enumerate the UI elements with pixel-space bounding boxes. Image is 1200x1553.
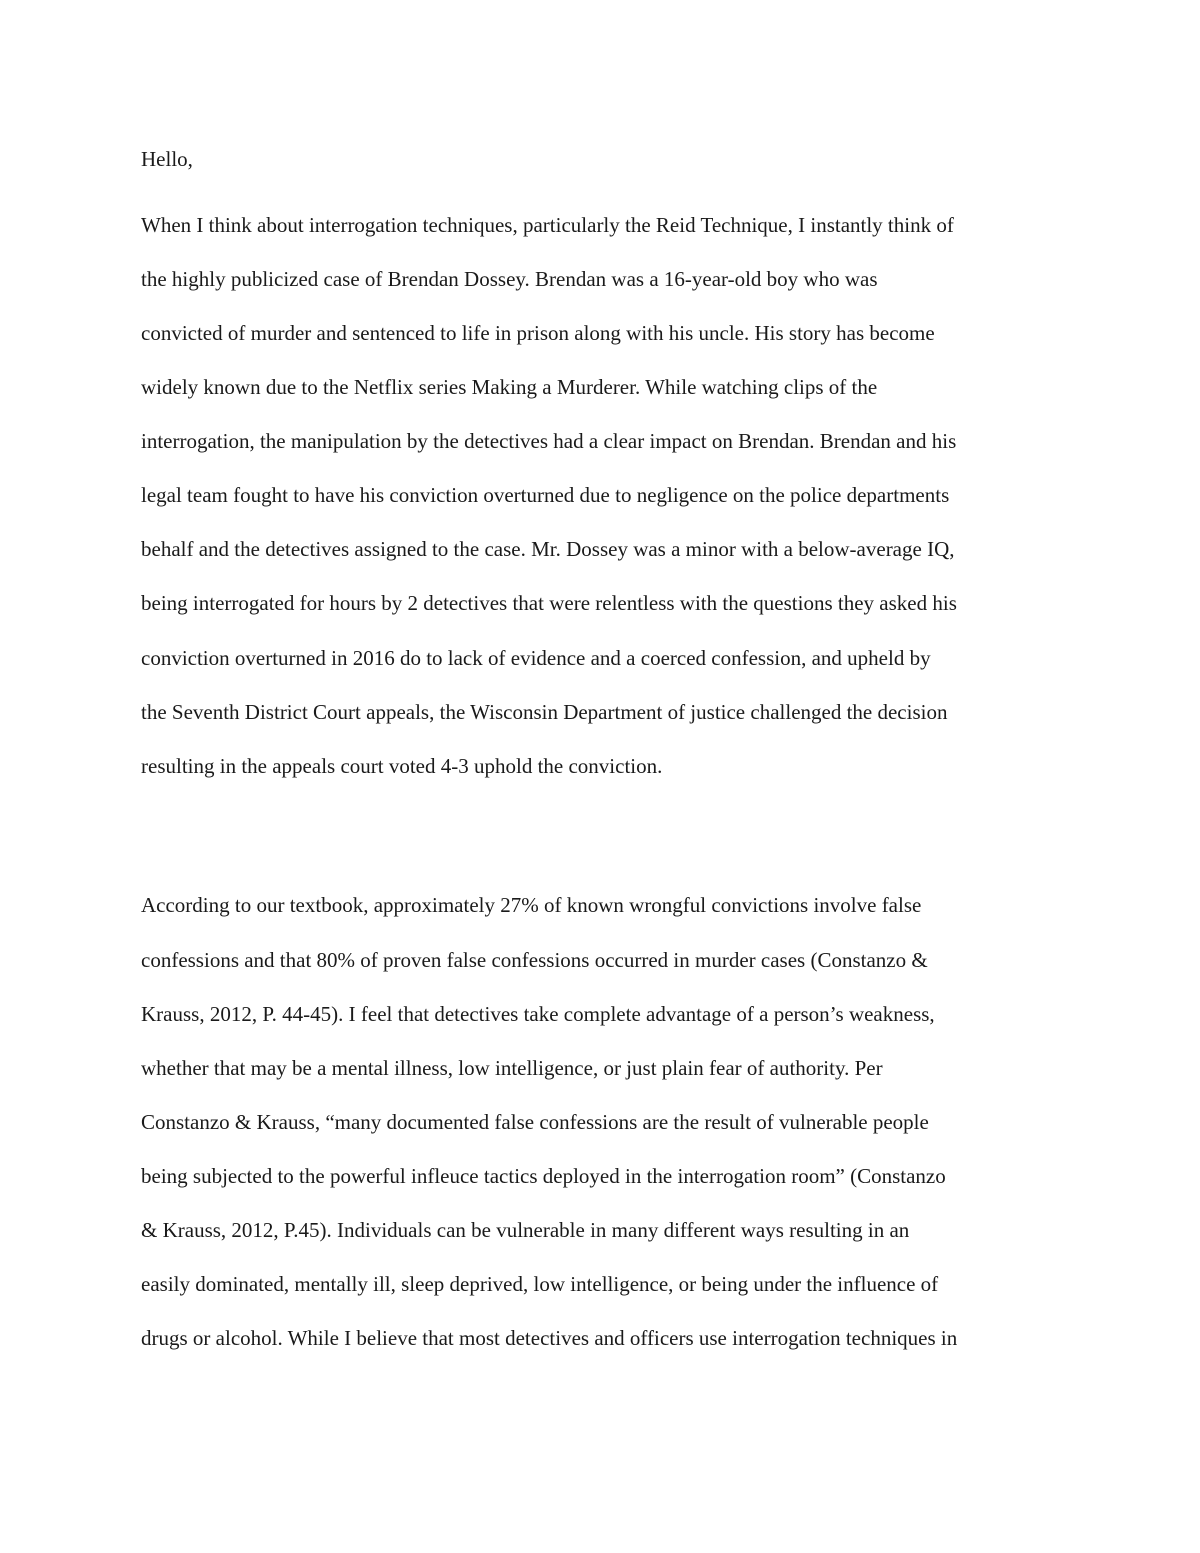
paragraph-line: drugs or alcohol. While I believe that most detectives and officers use interrogation techniques in (141, 1326, 958, 1350)
paragraph-line: legal team fought to have his conviction overturned due to negligence on the police departments (141, 483, 950, 507)
paragraph-line: resulting in the appeals court voted 4-3 uphold the conviction. (141, 754, 663, 778)
paragraph-line: confessions and that 80% of proven false confessions occurred in murder cases (Constanzo & (141, 948, 928, 972)
paragraph-line: Krauss, 2012, P. 44-45). I feel that detectives take complete advantage of a person’s weakness, (141, 1002, 935, 1026)
paragraph-line: the highly publicized case of Brendan Dossey. Brendan was a 16-year-old boy who was (141, 267, 878, 291)
paragraph-line: When I think about interrogation techniques, particularly the Reid Technique, I instantly think of (141, 213, 954, 237)
paragraph-line: According to our textbook, approximately 27% of known wrongful convictions involve false (141, 893, 922, 917)
paragraph-line: convicted of murder and sentenced to life in prison along with his uncle. His story has become (141, 321, 935, 345)
paragraph-line: being interrogated for hours by 2 detectives that were relentless with the questions they asked his (141, 591, 957, 615)
paragraph-line: & Krauss, 2012, P.45). Individuals can be vulnerable in many different ways resulting in an (141, 1218, 910, 1242)
paragraph-line: conviction overturned in 2016 do to lack of evidence and a coerced confession, and upheld by (141, 646, 931, 670)
paragraph-line: interrogation, the manipulation by the detectives had a clear impact on Brendan. Brendan and his (141, 429, 957, 453)
paragraph-line: whether that may be a mental illness, low intelligence, or just plain fear of authority. Per (141, 1056, 883, 1080)
paragraph-line: easily dominated, mentally ill, sleep deprived, low intelligence, or being under the influence of (141, 1272, 939, 1296)
greeting: Hello, (141, 147, 193, 171)
paragraph-line: behalf and the detectives assigned to the case. Mr. Dossey was a minor with a below-average IQ, (141, 537, 955, 561)
paragraph-line: being subjected to the powerful infleuce tactics deployed in the interrogation room” (Constanzo (141, 1164, 946, 1188)
paragraph-line: widely known due to the Netflix series Making a Murderer. While watching clips of the (141, 375, 878, 399)
paragraph-line: Constanzo & Krauss, “many documented false confessions are the result of vulnerable people (141, 1110, 929, 1134)
paragraph-line: the Seventh District Court appeals, the Wisconsin Department of justice challenged the decision (141, 700, 948, 724)
